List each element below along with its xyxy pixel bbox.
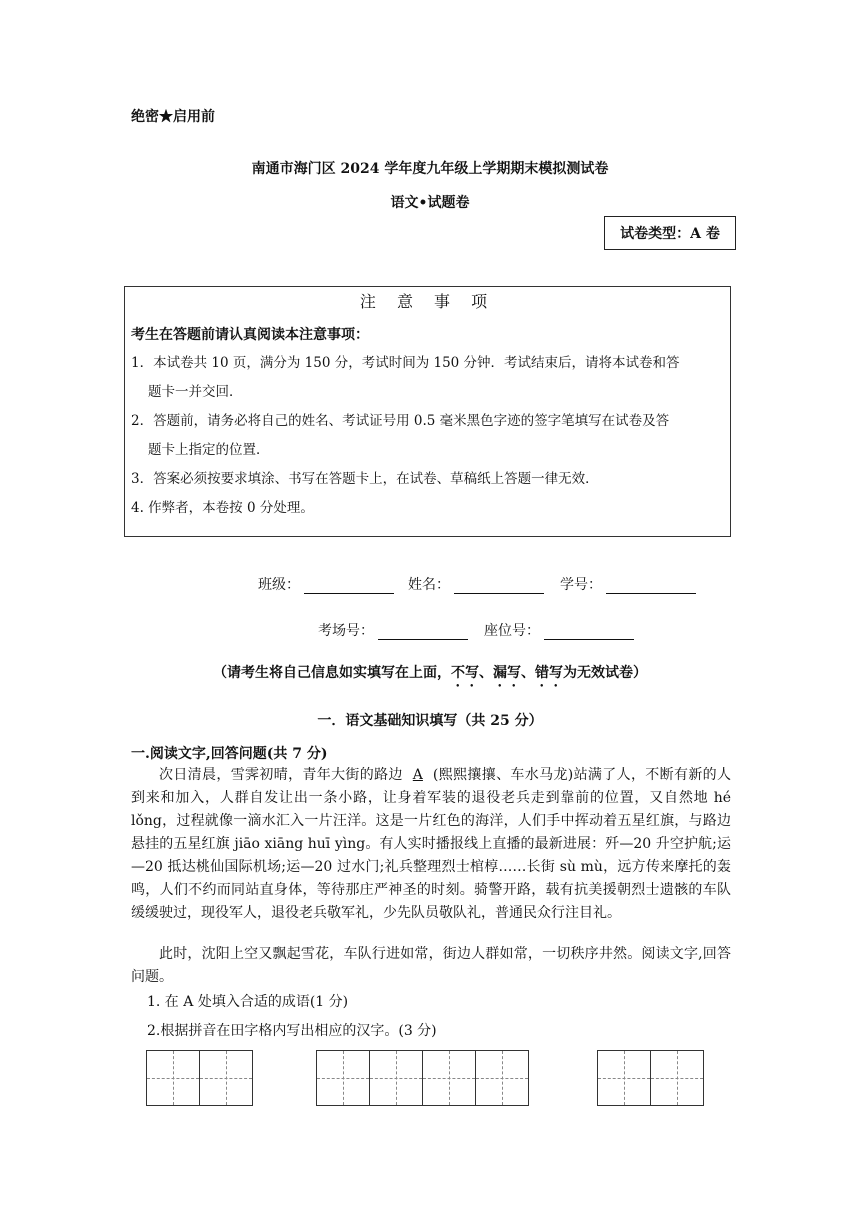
fill-in-warning [0, 662, 860, 690]
seat-label: 座位号： [484, 623, 540, 639]
notice-item-4-line1: 4. 作弊者，本卷按 0 分处理。 [131, 500, 314, 516]
notice-item-2-line1: 2．答题前，请务必将自己的姓名、考试证号用 0.5 毫米黑色字迹的签字笔填写在试卷及答 [131, 413, 670, 429]
sub-question-1: 1. 在 A 处填入合适的成语(1 分) [147, 994, 349, 1010]
room-blank[interactable] [378, 625, 468, 640]
sub-question-2: 2.根据拼音在田字格内写出相应的汉字。(3 分) [147, 1023, 437, 1039]
tianzige-cell[interactable] [597, 1050, 651, 1106]
room-field[interactable] [318, 620, 468, 640]
tianzige-cell[interactable] [475, 1050, 529, 1106]
warning-before: （请考生将自己信息如实填写在上面， [213, 665, 451, 681]
warning-after: 为无效试卷） [563, 665, 647, 681]
confidential-label: 绝密★启用前 [131, 109, 215, 125]
notice-box [124, 286, 731, 537]
notice-item-3-line1: 3．答案必须按要求填涂、书写在答题卡上，在试卷、草稿纸上答题一律无效． [131, 471, 599, 487]
notice-item-3 [131, 465, 731, 494]
reading-passage-2: 此时，沈阳上空又飘起雪花，车队行进如常，街边人群如常，一切秩序井然。阅读文字,回答问题。 [131, 946, 731, 985]
notice-item-1-line2: 题卡一并交回． [148, 384, 243, 400]
tianzige-cell[interactable] [146, 1050, 200, 1106]
student-no-field[interactable] [560, 574, 696, 594]
student-no-blank[interactable] [606, 579, 696, 594]
class-blank[interactable] [304, 579, 394, 594]
name-label: 姓名： [408, 577, 450, 593]
name-field[interactable] [408, 574, 544, 594]
class-label: 班级： [258, 577, 300, 593]
class-field[interactable] [258, 574, 394, 594]
notice-item-4 [131, 494, 731, 523]
seat-blank[interactable] [544, 625, 634, 640]
room-label: 考场号： [318, 623, 374, 639]
notice-item-1 [131, 349, 731, 407]
warning-emphasis: 不写、漏写、错写 [451, 665, 563, 681]
section-title: 一．语文基础知识填写（共 25 分） [317, 713, 543, 729]
passage-text-after: (熙熙攘攘、车水马龙)站满了人，不断有新的人到来和加入，人群自发让出一条小路，让身着军装的退役老兵走到靠前的位置，又自然地 hé lǒng，过程就像一滴水汇入一片汪洋。这是一片红色的海洋，人们手中挥动着五星红旗，与路边悬挂的五星红旗 jiāo xiāng huī yìng。有人实时播报线上直播的最新进展：歼—20 升空护航;运—20 抵达桃仙国际机场;运—20 过水门;礼兵整理烈士棺椁……长街 sù mù，远方传来摩托的轰鸣，人们不约而同站直身体，等待那庄严神圣的时刻。骑警开路，载有抗美援朝烈士遗骸的车队缓缓驶过，现役军人，退役老兵敬军礼，少先队员敬队礼，普通民众行注目礼。 [131, 767, 731, 921]
seat-field[interactable] [484, 620, 634, 640]
student-no-label: 学号： [560, 577, 602, 593]
tianzige-cell[interactable] [650, 1050, 704, 1106]
name-blank[interactable] [454, 579, 544, 594]
notice-item-2-line2: 题卡上指定的位置． [148, 442, 270, 458]
exam-title: 南通市海门区 2024 学年度九年级上学期期末模拟测试卷 [251, 161, 609, 177]
tianzige-group-2 [316, 1050, 528, 1106]
tianzige-group-3 [597, 1050, 703, 1106]
reading-passage-1 [131, 764, 731, 925]
passage-text-before: 次日清晨，雪霁初晴，青年大街的路边 [159, 767, 403, 783]
tianzige-cell[interactable] [199, 1050, 253, 1106]
notice-item-2 [131, 407, 731, 465]
tianzige-cell[interactable] [316, 1050, 370, 1106]
paper-type-label: 试卷类型：A 卷 [620, 226, 720, 242]
blank-a: A [412, 767, 423, 783]
tianzige-cell[interactable] [369, 1050, 423, 1106]
paper-type-box [604, 216, 736, 250]
tianzige-group-1 [146, 1050, 252, 1106]
notice-item-1-line1: 1．本试卷共 10 页，满分为 150 分，考试时间为 150 分钟．考试结束后，请将本试卷和答 [131, 355, 680, 371]
notice-intro: 考生在答题前请认真阅读本注意事项： [131, 327, 369, 343]
notice-heading: 注 意 事 项 [359, 292, 496, 311]
question-heading: 一.阅读文字,回答问题(共 7 分) [131, 746, 328, 762]
exam-subtitle: 语文•试题卷 [390, 195, 470, 211]
tianzige-cell[interactable] [422, 1050, 476, 1106]
